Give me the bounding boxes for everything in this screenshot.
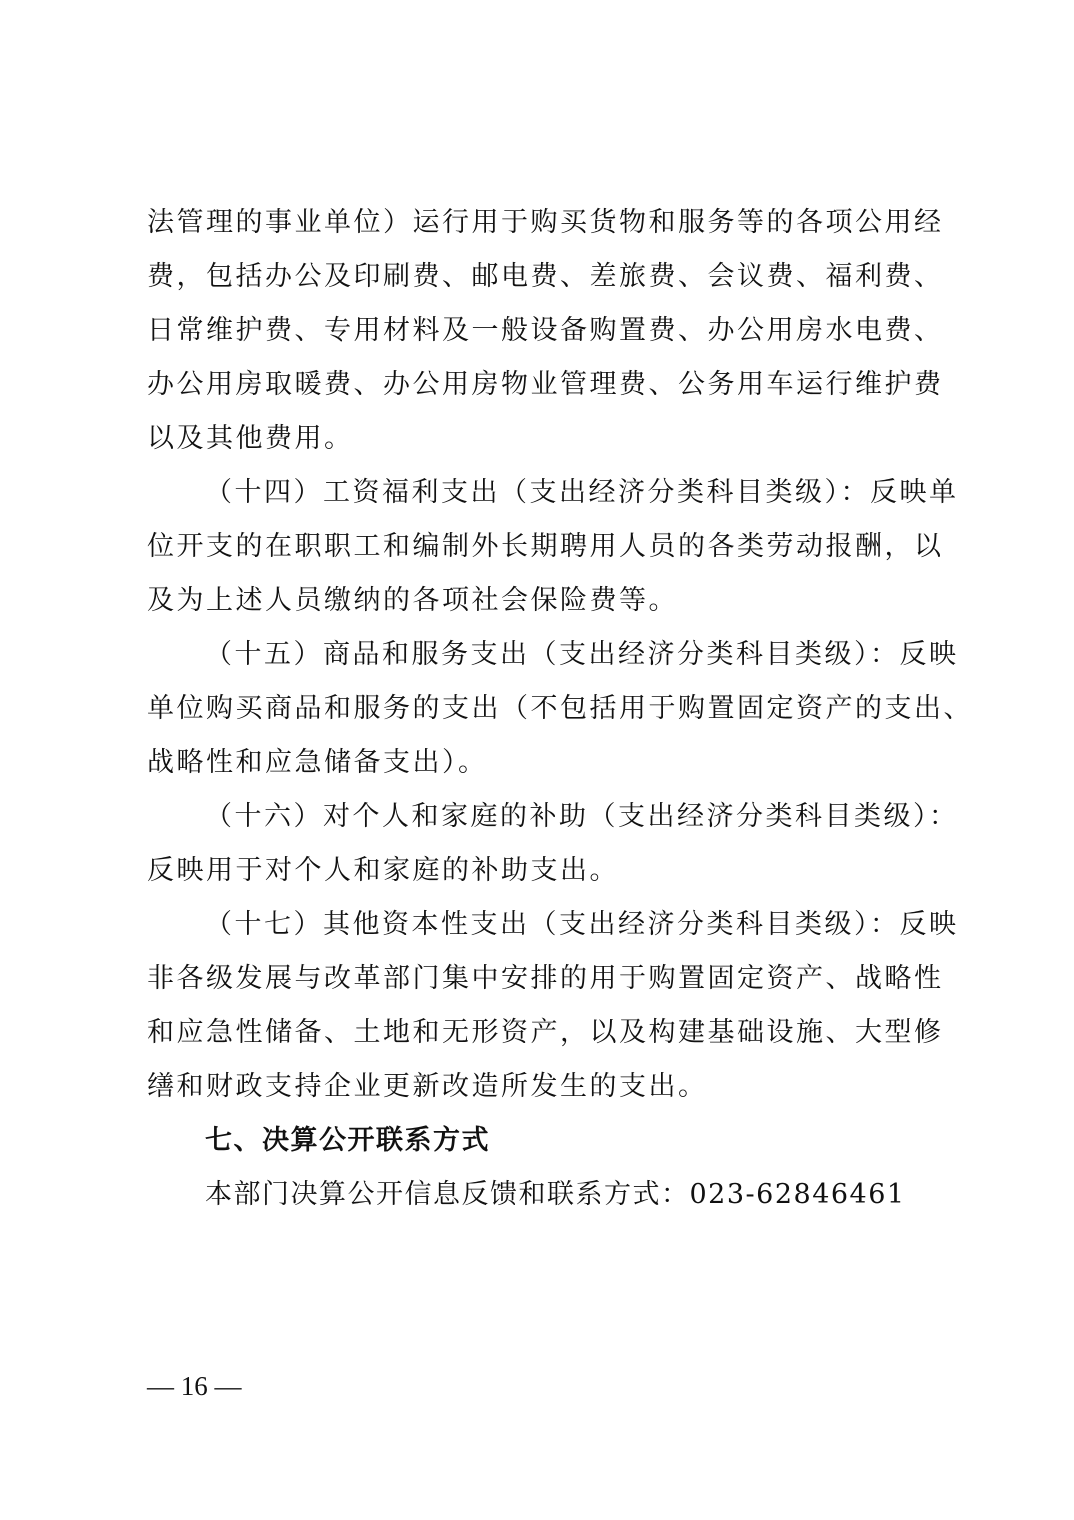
paragraph-line: 战略性和应急储备支出）。	[147, 747, 488, 778]
paragraph-line: 费，包括办公及印刷费、邮电费、差旅费、会议费、福利费、	[147, 261, 944, 292]
paragraph-line: 日常维护费、专用材料及一般设备购置费、办公用房水电费、	[147, 315, 944, 346]
page-number: — 16 —	[147, 1371, 242, 1401]
contact-line: 本部门决算公开信息反馈和联系方式：023-62846461	[205, 1179, 906, 1210]
paragraph-line: 非各级发展与改革部门集中安排的用于购置固定资产、战略性	[147, 963, 944, 994]
section-heading: 七、决算公开联系方式	[205, 1125, 490, 1156]
paragraph-line: 反映用于对个人和家庭的补助支出。	[147, 855, 619, 886]
paragraph-line: 缮和财政支持企业更新改造所发生的支出。	[147, 1071, 708, 1102]
paragraph-line: 及为上述人员缴纳的各项社会保险费等。	[147, 585, 678, 616]
paragraph-line: 位开支的在职职工和编制外长期聘用人员的各类劳动报酬，以	[147, 531, 944, 562]
paragraph-line: 以及其他费用。	[147, 423, 354, 454]
item-15-first-line: （十五）商品和服务支出（支出经济分类科目类级）：反映	[205, 639, 959, 670]
paragraph-line: 单位购买商品和服务的支出（不包括用于购置固定资产的支出、	[147, 693, 973, 724]
item-14-first-line: （十四）工资福利支出（支出经济分类科目类级）：反映单	[205, 477, 959, 508]
item-16-first-line: （十六）对个人和家庭的补助（支出经济分类科目类级）：	[205, 801, 959, 832]
paragraph-line: 办公用房取暖费、办公用房物业管理费、公务用车运行维护费	[147, 369, 944, 400]
paragraph-line: 和应急性储备、土地和无形资产，以及构建基础设施、大型修	[147, 1017, 944, 1048]
item-17-first-line: （十七）其他资本性支出（支出经济分类科目类级）：反映	[205, 909, 959, 940]
page-body	[147, 196, 973, 1222]
paragraph-line: 法管理的事业单位）运行用于购买货物和服务等的各项公用经	[147, 207, 944, 238]
